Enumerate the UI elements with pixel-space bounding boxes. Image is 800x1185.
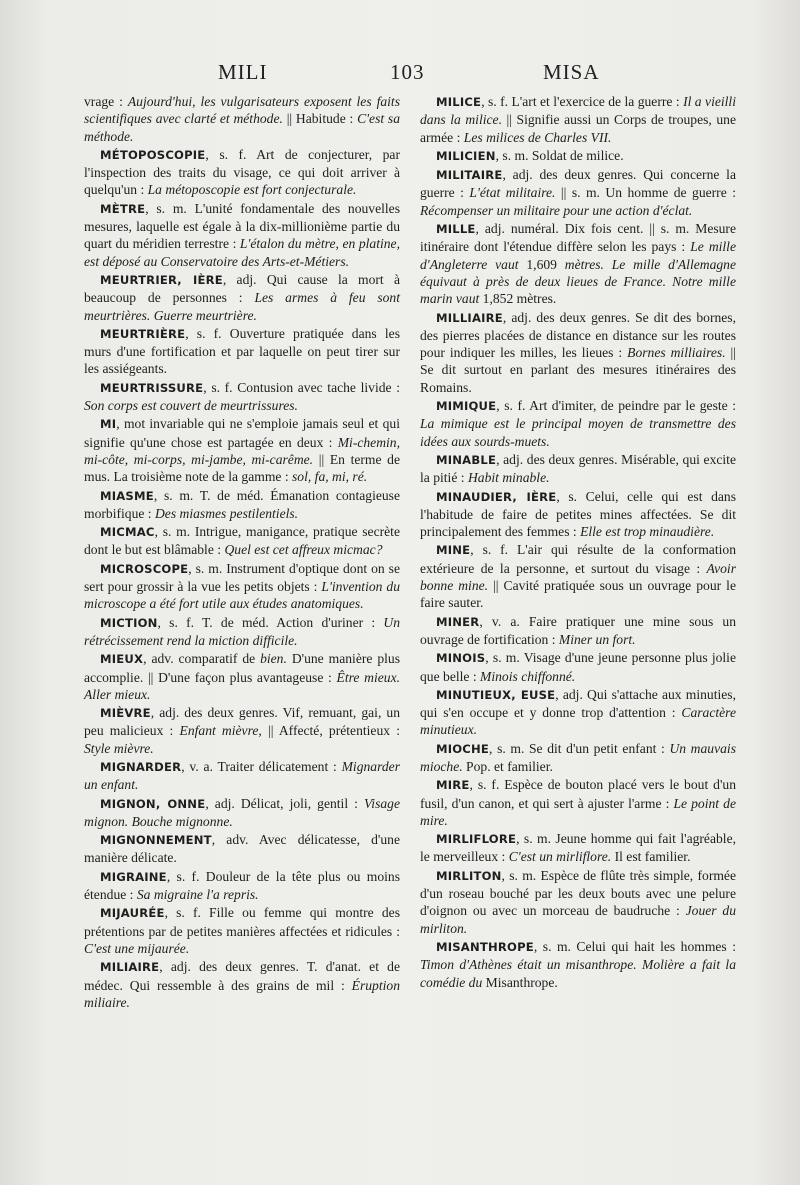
example: Des miasmes pestilentiels. xyxy=(154,505,299,521)
headword: MIJAURÉE xyxy=(100,906,165,921)
dictionary-entry xyxy=(84,325,400,378)
headword: MIASME xyxy=(100,488,154,503)
definition: || Affecté, prétentieux : xyxy=(261,723,400,739)
headword: MI xyxy=(100,417,117,432)
headword: MÈTRE xyxy=(100,201,146,216)
definition: , s. f. Art d'imiter, de peindre par le geste : xyxy=(496,398,736,414)
dictionary-entry xyxy=(84,93,400,145)
example: Quel est cet affreux micmac? xyxy=(224,542,383,558)
example: Minois chiffonné. xyxy=(480,668,576,684)
dictionary-entry xyxy=(420,830,736,866)
definition: , adj. des deux genres. Se dit des bornes, des pierres placées de distance en distance sur les routes pour indiquer les milles, les lieues : xyxy=(420,309,736,361)
headword: MINOIS xyxy=(436,651,486,666)
definition: , adv. comparatif de xyxy=(143,651,261,667)
dictionary-entry xyxy=(420,397,736,450)
definition: Pop. et familier. xyxy=(462,758,553,774)
headword: MINE xyxy=(436,543,471,558)
dictionary-entry xyxy=(84,200,400,270)
headword: MIRLITON xyxy=(436,868,502,883)
dictionary-entry xyxy=(84,614,400,650)
dictionary-entry xyxy=(84,795,400,831)
headword: MIGRAINE xyxy=(100,869,167,884)
dictionary-entry xyxy=(420,938,736,991)
definition: , s. m. Visage d'une jeune personne plus jolie que belle : xyxy=(420,650,736,684)
dictionary-entry xyxy=(84,379,400,415)
headword: MILLIAIRE xyxy=(436,310,503,325)
header-left-guide-word: MILI xyxy=(218,60,268,84)
dictionary-entry xyxy=(420,147,736,165)
headword: MICMAC xyxy=(100,525,155,540)
definition: , s. f. Espèce de bouton placé vers le bout d'un fusil, d'un canon, et qui sert à ajuster l'arme : xyxy=(420,777,736,811)
example: L'état militaire. xyxy=(469,185,556,201)
dictionary-entry xyxy=(420,686,736,739)
definition: , s. Celui, celle qui est dans l'habitude de faire de petites mines affectées. Se dit principalement des femmes : xyxy=(420,488,736,540)
dictionary-entry xyxy=(420,166,736,219)
dictionary-entry xyxy=(420,488,736,541)
headword: MIMIQUE xyxy=(436,399,497,414)
example: sol, fa, mi, ré. xyxy=(292,469,368,485)
definition: , s. f. Fille ou femme qui montre des prétentions par de petites manières affectées et ridicules : xyxy=(84,905,400,939)
left-column xyxy=(84,93,400,1012)
headword: MISANTHROPE xyxy=(436,939,534,954)
definition: Il est familier. xyxy=(611,849,691,865)
definition: , s. m. Instrument d'optique dont on se sert pour grossir à la vue les petits objets : xyxy=(84,560,400,595)
headword: MINABLE xyxy=(436,452,497,467)
definition: D'une manière plus accomplie. || D'une façon plus avantageuse : xyxy=(84,651,400,685)
definition: , s. m. Se dit d'un petit enfant : xyxy=(489,740,670,756)
example: Le point de mire. xyxy=(420,795,736,828)
example: mètres. Le mille d'Allemagne équivaut à près de deux lieues de France. Notre mille marin vaut xyxy=(420,256,736,307)
definition: , s. m. Jeune homme qui fait l'agréable, le merveilleux : xyxy=(420,831,736,865)
headword: MICTION xyxy=(100,615,158,630)
dictionary-entry xyxy=(84,868,400,904)
definition: || Habitude : xyxy=(282,111,358,127)
headword: MICROSCOPE xyxy=(100,561,189,576)
definition: , s. m. Espèce de flûte très simple, formée d'un roseau bouché par les deux bouts avec une pelure d'oignon ou avec un morceau de baudruche : xyxy=(420,867,736,919)
headword: MIGNON, ONNE xyxy=(100,796,206,811)
example: Éruption miliaire. xyxy=(84,977,400,1010)
header-right-guide-word: MISA xyxy=(543,60,600,84)
definition: , s. f. Art de conjecturer, par l'inspection des traits du visage, ce qui doit arriver à quelqu'un : xyxy=(84,146,400,198)
dictionary-entry xyxy=(420,93,736,146)
definition: 1,852 mètres. xyxy=(479,291,557,307)
headword: MILICE xyxy=(436,95,482,109)
headword: MEURTRISSURE xyxy=(100,380,204,395)
definition: , s. f. L'art et l'exercice de la guerre : xyxy=(481,94,684,109)
example: Timon d'Athènes était un misanthrope. Molière a fait la comédie du xyxy=(420,957,736,990)
definition: , mot invariable qui ne s'emploie jamais seul et qui signifie qu'une chose est partagée en deux : xyxy=(84,416,400,450)
definition: , adv. Avec délicatesse, d'une manière délicate. xyxy=(84,832,400,866)
dictionary-entry xyxy=(420,451,736,487)
example: L'étalon du mètre, en platine, est déposé au Conservatoire des Arts-et-Métiers. xyxy=(84,236,400,269)
headword: MINUTIEUX, EUSE xyxy=(436,687,556,702)
example: La métoposcopie est fort conjecturale. xyxy=(147,182,357,198)
headword: MIGNONNEMENT xyxy=(100,833,212,848)
definition: || s. m. Un homme de guerre : xyxy=(555,185,736,201)
dictionary-entry xyxy=(420,309,736,396)
definition: 1,609 xyxy=(518,256,565,272)
page-number: 103 xyxy=(390,60,425,84)
example: La mimique est le principal moyen de transmettre des idées aux sourds-muets. xyxy=(420,416,736,449)
dictionary-entry xyxy=(84,523,400,559)
definition: , adj. des deux genres. Vif, remuant, gai, un peu malicieux : xyxy=(84,705,400,739)
example: Style mièvre. xyxy=(84,740,154,756)
example: Son corps est couvert de meurtrissures. xyxy=(84,398,298,414)
example: Miner un fort. xyxy=(558,631,636,647)
example: Elle est trop minaudière. xyxy=(580,524,715,540)
definition: , adj. des deux genres. T. d'anat. et de médec. Qui ressemble à des grains de mil : xyxy=(84,959,400,993)
definition: || Cavité pratiquée sous un ouvrage pour le faire sauter. xyxy=(420,578,736,611)
example: Un mauvais mioche. xyxy=(420,740,736,774)
dictionary-entry xyxy=(84,146,400,199)
example: C'est un mirliflore. xyxy=(508,849,612,865)
example: Mi-chemin, mi-côte, mi-corps, mi-jambe, mi-carême. xyxy=(84,434,400,467)
example: Sa migraine l'a repris. xyxy=(136,887,259,903)
example: Jouer du mirliton. xyxy=(420,903,737,936)
example: Avoir bonne mine. xyxy=(420,560,736,594)
definition: , v. a. Faire pratiquer une mine sous un ouvrage de fortification : xyxy=(420,613,736,647)
dictionary-entry xyxy=(84,560,400,613)
dictionary-entry xyxy=(420,776,736,829)
headword: MIGNARDER xyxy=(100,759,182,774)
example: Enfant mièvre, xyxy=(179,723,262,739)
dictionary-entry xyxy=(84,415,400,485)
definition: , adj. des deux genres. Qui concerne la guerre : xyxy=(420,167,736,201)
dictionary-entry xyxy=(420,541,736,611)
definition: , s. f. L'air qui résulte de la conformation extérieure de la personne, et surtout du visage : xyxy=(420,542,736,576)
definition: , s. m. Intrigue, manigance, pratique secrète dont le but est blâmable : xyxy=(84,524,400,558)
example: Habit minable. xyxy=(467,470,550,486)
dictionary-entry xyxy=(420,740,736,776)
dictionary-entry xyxy=(84,704,400,757)
example: Il a vieilli dans la milice. xyxy=(420,94,736,128)
definition: , s. m. L'unité fondamentale des nouvelles mesures, laquelle est égale à la dix-millionième partie du quart du méridien terrestre : xyxy=(84,200,400,252)
dictionary-entry xyxy=(84,958,400,1011)
example: Caractère minutieux. xyxy=(420,705,736,738)
headword: MIOCHE xyxy=(436,741,490,756)
dictionary-entry xyxy=(420,649,736,685)
running-header xyxy=(0,60,800,90)
dictionary-entry xyxy=(84,271,400,324)
headword: MILIAIRE xyxy=(100,960,160,975)
definition: , adj. Délicat, joli, gentil : xyxy=(205,795,365,811)
headword: MIÈVRE xyxy=(100,706,151,721)
definition: , s. f. Ouverture pratiquée dans les murs d'une fortification et par laquelle on peut tirer sur les assiégeants. xyxy=(84,325,400,377)
definition: || Se dit surtout en parlant des mesures itinéraires des Romains. xyxy=(420,345,736,395)
right-column xyxy=(420,93,736,992)
example: Les armes à feu sont meurtrières. Guerre meurtrière. xyxy=(84,290,400,323)
definition: Misanthrope. xyxy=(482,974,558,990)
definition: , s. f. T. de méd. Action d'uriner : xyxy=(157,614,384,630)
headword: MIEUX xyxy=(100,652,144,667)
definition: , s. f. Douleur de la tête plus ou moins étendue : xyxy=(84,868,400,903)
definition: , adj. numéral. Dix fois cent. || s. m. Mesure itinéraire dont l'étendue diffère selon les pays : xyxy=(420,221,736,255)
example: C'est une mijaurée. xyxy=(84,940,190,956)
headword: MIRLIFLORE xyxy=(436,832,517,847)
headword: MÉTOPOSCOPIE xyxy=(100,147,206,162)
example: Mignarder un enfant. xyxy=(84,758,400,793)
definition: , s. f. Contusion avec tache livide : xyxy=(203,379,400,395)
dictionary-entry xyxy=(84,487,400,523)
example: Visage mignon. Bouche mignonne. xyxy=(84,795,401,829)
headword: MINER xyxy=(436,614,480,629)
headword: MILITAIRE xyxy=(436,168,503,183)
definition: , s. m. Celui qui hait les hommes : xyxy=(533,938,736,954)
definition: , v. a. Traiter délicatement : xyxy=(181,758,342,774)
headword: MILLE xyxy=(436,222,476,237)
dictionary-entry xyxy=(84,831,400,867)
example: L'invention du microscope a été fort utile aux études anatomiques. xyxy=(84,579,400,612)
definition: || Signifie aussi un Corps de troupes, une armée : xyxy=(420,112,736,145)
dictionary-entry xyxy=(84,650,400,703)
example: Un rétrécissement rend la miction difficile. xyxy=(84,614,400,648)
headword: MEURTRIER, IÈRE xyxy=(100,272,223,287)
example: Bornes milliaires. xyxy=(627,345,726,361)
definition: , adj. des deux genres. Misérable, qui excite la pitié : xyxy=(420,451,736,486)
dictionary-entry xyxy=(84,904,400,957)
definition: , adj. Qui s'attache aux minuties, qui s'en occupe et y donne trop d'attention : xyxy=(420,686,736,721)
dictionary-entry xyxy=(420,220,736,307)
headword: MILICIEN xyxy=(436,148,496,163)
definition: , s. m. Soldat de milice. xyxy=(495,147,624,163)
definition: , s. m. T. de méd. Émanation contagieuse morbifique : xyxy=(84,487,400,521)
headword: MINAUDIER, IÈRE xyxy=(436,489,557,504)
definition: vrage : xyxy=(84,94,128,109)
dictionary-entry xyxy=(420,613,736,649)
headword: MEURTRIÈRE xyxy=(100,326,186,341)
definition: || En terme de mus. La troisième note de la gamme : xyxy=(84,451,400,485)
dictionary-entry xyxy=(84,758,400,794)
example: Les milices de Charles VII. xyxy=(463,129,612,145)
headword: MIRE xyxy=(436,778,470,793)
definition: , adj. Qui cause la mort à beaucoup de personnes : xyxy=(84,271,400,306)
example: bien. xyxy=(260,651,287,667)
example: Récompenser un militaire pour une action d'éclat. xyxy=(420,202,693,218)
example: Être mieux. Aller mieux. xyxy=(84,669,401,702)
example: C'est sa méthode. xyxy=(84,111,400,144)
example: Le mille d'Angleterre vaut xyxy=(420,239,736,272)
dictionary-entry xyxy=(420,867,736,937)
example: Aujourd'hui, les vulgarisateurs exposent les faits scientifiques avec clarté et méthode. xyxy=(84,94,400,127)
